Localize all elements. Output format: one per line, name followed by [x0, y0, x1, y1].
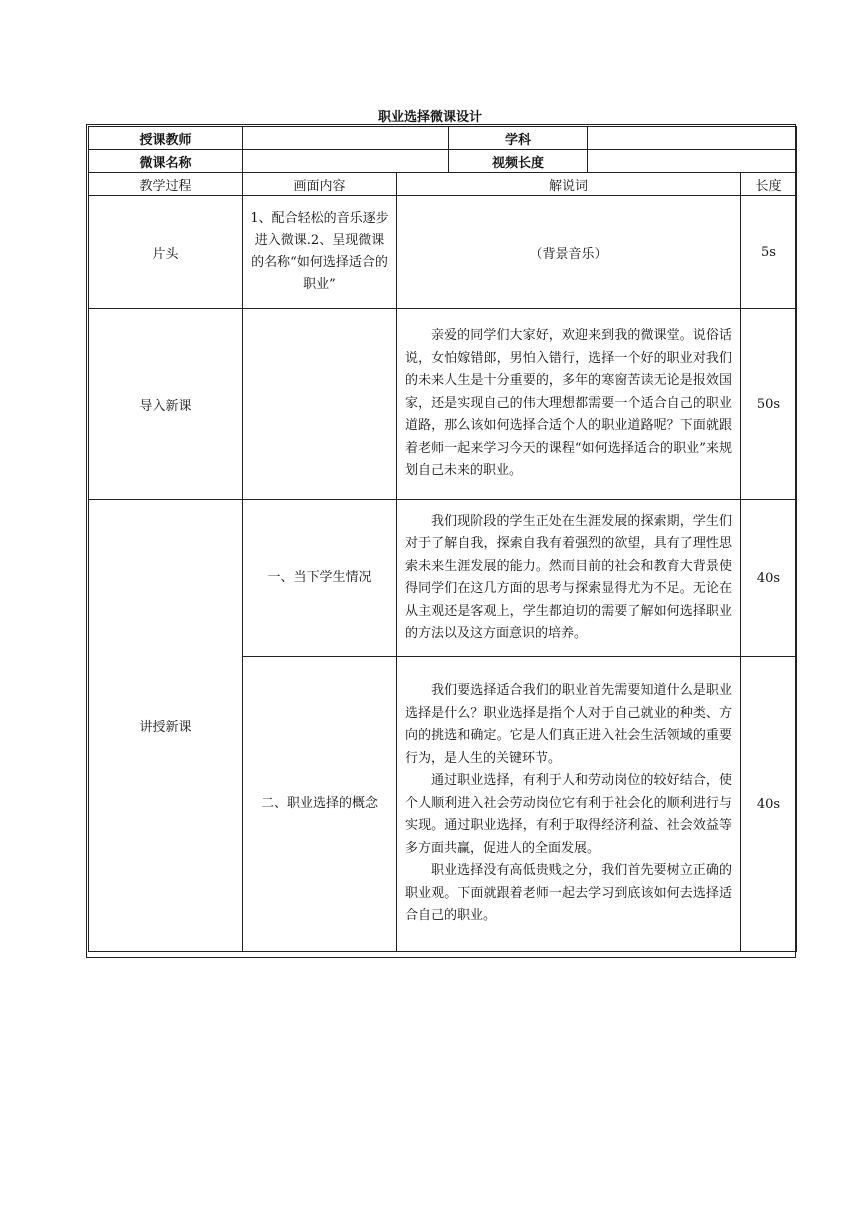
narration-cell	[397, 500, 741, 657]
narration-paragraph: 我们要选择适合我们的职业首先需要知道什么是职业选择是什么？职业选择是指个人对于自己就业的种类、方向的挑选和确定。它是人们真正进入社会生活领域的重要行为，是人生的关键环节。	[405, 683, 732, 766]
process-cell: 讲授新课	[89, 500, 243, 952]
narration-cell	[397, 309, 741, 500]
narration-cell	[397, 657, 741, 952]
subject-label: 学科	[449, 127, 588, 150]
col-header-length: 长度	[741, 173, 797, 196]
length-cell: 50s	[741, 309, 797, 500]
lesson-design-table	[88, 126, 797, 952]
length-cell: 40s	[741, 500, 797, 657]
table-row-opening	[89, 196, 797, 309]
narration-cell	[397, 196, 741, 309]
narration-paragraph: 通过职业选择，有利于人和劳动岗位的较好结合，使个人顺利进入社会劳动岗位它有利于社会化的顺利进行与实现。通过职业选择，有利于取得经济利益、社会效益等多方面共赢，促进人的全面发展。	[405, 773, 732, 856]
info-row-teacher	[89, 127, 797, 150]
screen-cell: 一、当下学生情况	[243, 500, 397, 657]
length-cell: 5s	[741, 196, 797, 309]
course-name-label: 微课名称	[89, 150, 243, 173]
screen-cell	[243, 309, 397, 500]
screen-cell: 1、配合轻松的音乐逐步进入微课.2、呈现微课的名称“如何选择适合的职业”	[243, 196, 397, 309]
table-row-intro	[89, 309, 797, 500]
process-cell: 导入新课	[89, 309, 243, 500]
col-header-narration: 解说词	[397, 173, 741, 196]
length-cell: 40s	[741, 657, 797, 952]
column-header-row	[89, 173, 797, 196]
teacher-label: 授课教师	[89, 127, 243, 150]
process-cell: 片头	[89, 196, 243, 309]
col-header-screen: 画面内容	[243, 173, 397, 196]
info-row-course	[89, 150, 797, 173]
screen-cell: 二、职业选择的概念	[243, 657, 397, 952]
document-title: 职业选择微课设计	[377, 110, 482, 125]
narration-text: （背景音乐）	[529, 246, 608, 262]
narration-paragraph: 我们现阶段的学生正处在生涯发展的探索期，学生们对于了解自我，探索自我有着强烈的欲望，具有了理性思索未来生涯发展的能力。然而目前的社会和教育大背景使得同学们在这几方面的思考与探索显得尤为不足。无论在从主观还是客观上，学生都迫切的需要了解如何选择职业的方法以及这方面意识的培养。	[405, 513, 732, 641]
table-row-teaching-1	[89, 500, 797, 657]
teacher-value[interactable]	[243, 127, 449, 150]
subject-value[interactable]	[588, 127, 797, 150]
narration-paragraph: 亲爱的同学们大家好，欢迎来到我的微课堂。说俗话说，女怕嫁错郎，男怕入错行，选择一个好的职业对我们的未来人生是十分重要的，多年的寒窗苦读无论是报效国家，还是实现自己的伟大理想都需要一个适合自己的职业道路，那么该如何选择合适个人的职业道路呢？下面就跟着老师一起来学习今天的课程“如何选择适合的职业”来规划自己未来的职业。	[405, 328, 732, 479]
col-header-process: 教学过程	[89, 173, 243, 196]
video-length-value[interactable]	[588, 150, 797, 173]
video-length-label: 视频长度	[449, 150, 588, 173]
course-name-value[interactable]	[243, 150, 449, 173]
narration-paragraph: 职业选择没有高低贵贱之分，我们首先要树立正确的职业观。下面就跟着老师一起去学习到底该如何去选择适合自己的职业。	[405, 863, 732, 924]
